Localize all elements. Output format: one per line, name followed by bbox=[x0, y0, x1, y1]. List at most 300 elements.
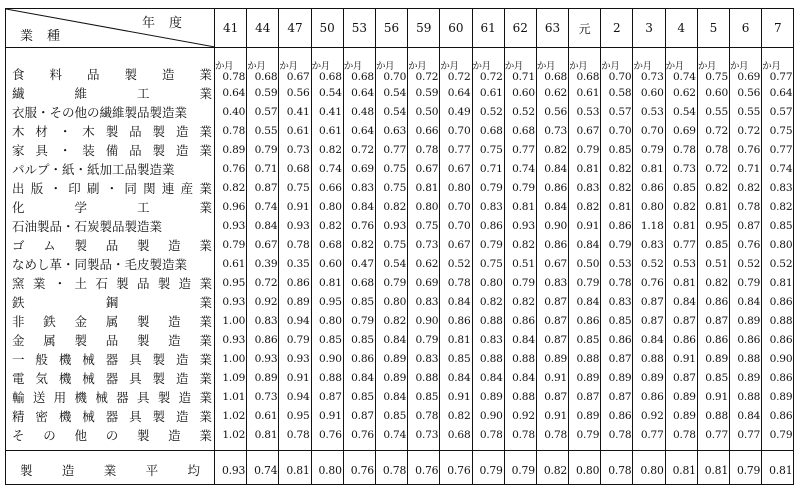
value-cell bbox=[665, 121, 697, 140]
value-text: 0.85 bbox=[673, 181, 696, 194]
value-text: 0.93 bbox=[222, 295, 246, 308]
value-cell bbox=[601, 425, 633, 451]
value-cell bbox=[311, 273, 343, 292]
value-cell bbox=[504, 83, 536, 102]
value-cell bbox=[697, 235, 729, 254]
value-cell bbox=[279, 311, 311, 330]
value-cell bbox=[536, 197, 568, 216]
value-text: 1.00 bbox=[222, 314, 246, 327]
value-text: 0.82 bbox=[318, 219, 342, 232]
value-text: 0.89 bbox=[479, 390, 503, 403]
value-cell bbox=[279, 178, 311, 197]
value-cell bbox=[504, 406, 536, 425]
value-text: 0.77 bbox=[673, 238, 696, 251]
value-cell bbox=[697, 406, 729, 425]
industry-name: なめし革・同製品・毛皮製造業 bbox=[12, 256, 188, 272]
value-cell bbox=[665, 102, 697, 121]
value-text: 0.61 bbox=[254, 409, 278, 422]
value-text: 0.86 bbox=[640, 181, 664, 194]
value-cell bbox=[311, 102, 343, 121]
value-text: 1.09 bbox=[222, 371, 246, 384]
value-text: 0.84 bbox=[383, 390, 407, 403]
value-text: 0.79 bbox=[512, 181, 535, 194]
value-cell bbox=[311, 178, 343, 197]
value-cell bbox=[408, 235, 440, 254]
unit-label: か月 bbox=[311, 61, 330, 72]
value-text: 0.83 bbox=[576, 181, 600, 194]
table-row bbox=[6, 311, 794, 330]
value-cell bbox=[375, 140, 407, 159]
value-cell bbox=[472, 216, 504, 235]
value-text: 0.96 bbox=[222, 200, 246, 213]
value-text: 0.86 bbox=[769, 371, 793, 384]
value-cell bbox=[665, 273, 697, 292]
unit-label: か月 bbox=[408, 61, 427, 72]
value-cell bbox=[215, 159, 247, 178]
average-value-cell: 0.82 bbox=[536, 456, 568, 485]
value-cell bbox=[665, 330, 697, 349]
industry-name-cell bbox=[6, 83, 215, 102]
value-cell bbox=[762, 178, 794, 197]
value-text: 0.51 bbox=[705, 257, 728, 270]
value-cell bbox=[601, 292, 633, 311]
value-text: 0.95 bbox=[222, 276, 246, 289]
value-cell bbox=[536, 140, 568, 159]
value-text: 0.85 bbox=[447, 352, 471, 365]
value-cell bbox=[215, 330, 247, 349]
value-cell bbox=[569, 140, 601, 159]
value-cell bbox=[665, 178, 697, 197]
value-text: 0.91 bbox=[447, 390, 471, 403]
value-cell bbox=[601, 235, 633, 254]
value-cell bbox=[762, 121, 794, 140]
value-cell bbox=[279, 387, 311, 406]
value-text: 0.81 bbox=[769, 276, 793, 289]
value-text: 0.90 bbox=[415, 314, 439, 327]
value-text: 0.76 bbox=[640, 276, 664, 289]
value-text: 0.78 bbox=[479, 428, 503, 441]
value-cell bbox=[311, 48, 343, 84]
value-text: 0.84 bbox=[351, 200, 374, 213]
table-row bbox=[6, 216, 794, 235]
value-text: 0.41 bbox=[286, 105, 310, 118]
value-cell bbox=[536, 159, 568, 178]
value-text: 0.68 bbox=[512, 124, 535, 137]
value-text: 0.89 bbox=[640, 371, 664, 384]
value-text: 0.57 bbox=[254, 105, 278, 118]
value-text: 0.76 bbox=[318, 428, 342, 441]
value-text: 0.87 bbox=[576, 390, 600, 403]
value-text: 0.53 bbox=[576, 105, 600, 118]
value-text: 0.83 bbox=[415, 295, 439, 308]
value-text: 0.85 bbox=[608, 314, 632, 327]
value-cell bbox=[343, 425, 375, 451]
value-cell bbox=[569, 292, 601, 311]
average-value-cell: 0.79 bbox=[472, 456, 504, 485]
year-header-cell: 41 bbox=[215, 9, 247, 48]
value-text: 0.72 bbox=[705, 162, 728, 175]
value-text: 0.67 bbox=[286, 71, 310, 83]
value-text: 0.87 bbox=[737, 219, 761, 232]
value-cell bbox=[472, 311, 504, 330]
value-text: 0.82 bbox=[383, 314, 407, 327]
value-cell bbox=[247, 254, 279, 273]
value-text: 0.87 bbox=[705, 314, 728, 327]
value-cell bbox=[633, 425, 665, 451]
value-cell bbox=[762, 83, 794, 102]
value-cell bbox=[536, 121, 568, 140]
value-text: 0.76 bbox=[351, 428, 374, 441]
table-corner-header bbox=[6, 9, 215, 48]
value-text: 0.91 bbox=[286, 200, 310, 213]
value-cell bbox=[665, 311, 697, 330]
value-cell bbox=[601, 140, 633, 159]
value-cell bbox=[215, 292, 247, 311]
value-cell bbox=[536, 235, 568, 254]
value-text: 0.86 bbox=[737, 333, 761, 346]
value-text: 0.73 bbox=[415, 428, 439, 441]
value-cell bbox=[665, 387, 697, 406]
value-cell bbox=[215, 102, 247, 121]
value-cell bbox=[601, 83, 633, 102]
value-cell bbox=[375, 425, 407, 451]
value-cell bbox=[762, 48, 794, 84]
value-cell bbox=[536, 406, 568, 425]
value-cell bbox=[343, 159, 375, 178]
value-text: 0.89 bbox=[222, 143, 246, 156]
value-cell bbox=[472, 273, 504, 292]
value-cell bbox=[730, 273, 762, 292]
unit-label: か月 bbox=[730, 61, 749, 72]
value-text: 0.75 bbox=[479, 143, 503, 156]
year-header-cell: 56 bbox=[375, 9, 407, 48]
unit-label: か月 bbox=[504, 61, 523, 72]
value-text: 0.81 bbox=[512, 200, 535, 213]
value-text: 0.74 bbox=[769, 162, 793, 175]
value-cell bbox=[440, 159, 472, 178]
value-text: 0.67 bbox=[415, 162, 439, 175]
value-cell bbox=[215, 349, 247, 368]
value-cell bbox=[279, 330, 311, 349]
value-text: 0.79 bbox=[351, 314, 374, 327]
value-text: 0.89 bbox=[737, 371, 761, 384]
year-header-cell: 60 bbox=[440, 9, 472, 48]
value-text: 0.78 bbox=[544, 428, 568, 441]
value-text: 0.53 bbox=[608, 257, 632, 270]
value-cell bbox=[279, 159, 311, 178]
value-cell bbox=[343, 235, 375, 254]
value-cell bbox=[762, 311, 794, 330]
value-text: 0.60 bbox=[512, 86, 535, 99]
value-text: 0.76 bbox=[737, 238, 761, 251]
value-cell bbox=[569, 387, 601, 406]
unit-label: か月 bbox=[375, 61, 394, 72]
value-text: 0.84 bbox=[447, 371, 471, 384]
value-cell bbox=[697, 121, 729, 140]
value-text: 0.85 bbox=[351, 333, 374, 346]
value-cell bbox=[762, 406, 794, 425]
value-text: 0.62 bbox=[415, 257, 439, 270]
value-cell bbox=[215, 216, 247, 235]
value-cell bbox=[665, 235, 697, 254]
value-text: 0.52 bbox=[640, 257, 664, 270]
unit-label: か月 bbox=[247, 61, 266, 72]
value-cell bbox=[697, 292, 729, 311]
value-text: 0.54 bbox=[383, 105, 407, 118]
value-text: 0.79 bbox=[415, 333, 439, 346]
value-cell bbox=[343, 311, 375, 330]
industry-name: 木 材 ・ 木 製 品 製 造 業 bbox=[12, 123, 212, 139]
value-cell bbox=[311, 159, 343, 178]
value-cell bbox=[247, 102, 279, 121]
value-cell bbox=[504, 178, 536, 197]
value-text: 0.91 bbox=[286, 371, 310, 384]
value-cell bbox=[408, 254, 440, 273]
industry-name: 鉄 鋼 業 bbox=[12, 294, 212, 310]
value-cell bbox=[247, 48, 279, 84]
value-text: 0.82 bbox=[222, 181, 246, 194]
value-cell bbox=[408, 349, 440, 368]
value-text: 0.79 bbox=[286, 333, 310, 346]
value-cell bbox=[279, 254, 311, 273]
average-value-cell: 0.81 bbox=[697, 456, 729, 485]
value-text: 0.41 bbox=[318, 105, 342, 118]
unit-label: か月 bbox=[343, 61, 362, 72]
table-row bbox=[6, 121, 794, 140]
value-cell bbox=[247, 235, 279, 254]
value-cell bbox=[601, 178, 633, 197]
average-value-cell: 0.80 bbox=[569, 456, 601, 485]
value-text: 0.84 bbox=[383, 333, 407, 346]
year-header-label: 年度 bbox=[141, 16, 196, 31]
value-cell bbox=[665, 368, 697, 387]
value-text: 0.84 bbox=[479, 371, 503, 384]
value-text: 0.80 bbox=[415, 200, 439, 213]
value-text: 0.84 bbox=[512, 333, 535, 346]
value-text: 0.79 bbox=[222, 238, 246, 251]
value-cell bbox=[504, 48, 536, 84]
table-body bbox=[6, 48, 794, 485]
value-text: 0.60 bbox=[640, 86, 664, 99]
value-cell bbox=[730, 216, 762, 235]
value-text: 0.69 bbox=[351, 162, 374, 175]
value-text: 0.78 bbox=[512, 428, 535, 441]
value-text: 0.87 bbox=[640, 295, 664, 308]
value-cell bbox=[343, 254, 375, 273]
value-text: 0.89 bbox=[608, 371, 632, 384]
value-cell bbox=[697, 140, 729, 159]
value-cell bbox=[279, 406, 311, 425]
value-text: 0.88 bbox=[737, 390, 761, 403]
value-text: 0.86 bbox=[286, 276, 310, 289]
value-text: 0.84 bbox=[640, 333, 664, 346]
value-cell bbox=[215, 406, 247, 425]
value-text: 0.89 bbox=[286, 295, 310, 308]
value-text: 0.85 bbox=[576, 333, 600, 346]
value-text: 0.85 bbox=[705, 371, 728, 384]
value-text: 0.86 bbox=[608, 409, 632, 422]
value-text: 0.79 bbox=[576, 276, 600, 289]
value-cell bbox=[408, 216, 440, 235]
value-text: 0.88 bbox=[640, 352, 664, 365]
year-header-cell: 7 bbox=[762, 9, 794, 48]
unit-label: か月 bbox=[665, 61, 684, 72]
value-text: 0.82 bbox=[576, 200, 600, 213]
value-text: 0.77 bbox=[383, 143, 407, 156]
value-cell bbox=[311, 349, 343, 368]
value-text: 0.83 bbox=[351, 181, 374, 194]
year-header-cell: 61 bbox=[472, 9, 504, 48]
year-header-cell: 5 bbox=[697, 9, 729, 48]
value-text: 0.50 bbox=[415, 105, 439, 118]
value-cell bbox=[440, 292, 472, 311]
value-cell bbox=[215, 368, 247, 387]
value-cell bbox=[633, 368, 665, 387]
value-text: 0.59 bbox=[254, 86, 278, 99]
value-cell bbox=[762, 197, 794, 216]
value-text: 0.68 bbox=[576, 71, 600, 83]
value-cell bbox=[279, 273, 311, 292]
average-value-cell: 0.76 bbox=[343, 456, 375, 485]
value-cell bbox=[247, 349, 279, 368]
average-value-cell: 0.79 bbox=[730, 456, 762, 485]
value-text: 0.72 bbox=[705, 124, 728, 137]
value-text: 0.78 bbox=[415, 143, 439, 156]
value-cell bbox=[472, 292, 504, 311]
value-cell bbox=[343, 406, 375, 425]
value-text: 0.89 bbox=[383, 352, 407, 365]
industry-name-cell bbox=[6, 254, 215, 273]
value-text: 0.79 bbox=[479, 238, 503, 251]
value-cell bbox=[343, 140, 375, 159]
value-cell bbox=[408, 197, 440, 216]
value-text: 0.87 bbox=[673, 371, 696, 384]
value-text: 0.68 bbox=[318, 71, 342, 83]
value-cell bbox=[665, 425, 697, 451]
value-text: 0.88 bbox=[512, 352, 535, 365]
value-cell bbox=[536, 387, 568, 406]
value-cell bbox=[375, 349, 407, 368]
value-cell bbox=[730, 425, 762, 451]
value-cell bbox=[665, 349, 697, 368]
table-row bbox=[6, 368, 794, 387]
value-cell bbox=[440, 178, 472, 197]
value-cell bbox=[247, 292, 279, 311]
value-text: 0.61 bbox=[286, 124, 310, 137]
value-cell bbox=[375, 254, 407, 273]
value-text: 0.72 bbox=[254, 276, 278, 289]
value-text: 0.85 bbox=[608, 143, 632, 156]
value-text: 0.86 bbox=[512, 314, 535, 327]
value-cell bbox=[504, 254, 536, 273]
value-cell bbox=[311, 121, 343, 140]
value-text: 0.52 bbox=[769, 257, 793, 270]
average-value-cell: 0.80 bbox=[311, 456, 343, 485]
value-text: 0.80 bbox=[479, 276, 503, 289]
value-text: 0.89 bbox=[673, 390, 696, 403]
bonus-months-table bbox=[5, 8, 794, 485]
value-cell bbox=[472, 159, 504, 178]
value-text: 0.72 bbox=[415, 71, 439, 83]
value-cell bbox=[504, 330, 536, 349]
value-cell bbox=[504, 121, 536, 140]
value-cell bbox=[375, 197, 407, 216]
value-cell bbox=[601, 387, 633, 406]
value-text: 0.83 bbox=[479, 333, 503, 346]
value-cell bbox=[215, 311, 247, 330]
value-cell bbox=[311, 235, 343, 254]
value-text: 0.69 bbox=[415, 276, 439, 289]
value-cell bbox=[440, 48, 472, 84]
value-cell bbox=[730, 197, 762, 216]
value-cell bbox=[762, 102, 794, 121]
value-cell bbox=[375, 48, 407, 84]
value-cell bbox=[343, 102, 375, 121]
value-text: 0.93 bbox=[254, 352, 278, 365]
industry-name-cell bbox=[6, 216, 215, 235]
value-text: 0.53 bbox=[673, 257, 696, 270]
value-text: 0.78 bbox=[447, 276, 471, 289]
value-text: 0.88 bbox=[769, 314, 793, 327]
value-text: 0.57 bbox=[769, 105, 793, 118]
value-text: 0.74 bbox=[383, 428, 407, 441]
value-text: 0.84 bbox=[576, 238, 600, 251]
value-text: 0.52 bbox=[479, 105, 503, 118]
value-cell bbox=[536, 273, 568, 292]
value-text: 0.75 bbox=[415, 219, 439, 232]
value-text: 0.49 bbox=[447, 105, 471, 118]
industry-name-cell bbox=[6, 159, 215, 178]
value-text: 0.87 bbox=[608, 352, 632, 365]
value-cell bbox=[279, 216, 311, 235]
value-text: 0.86 bbox=[608, 219, 632, 232]
value-cell bbox=[730, 387, 762, 406]
value-cell bbox=[665, 254, 697, 273]
industry-name: 一 般 機 械 器 具 製 造 業 bbox=[12, 351, 212, 367]
value-text: 0.70 bbox=[608, 71, 632, 83]
value-cell bbox=[472, 406, 504, 425]
industry-name: 家 具 ・ 装 備 品 製 造 業 bbox=[12, 142, 212, 158]
value-cell bbox=[504, 273, 536, 292]
unit-label: か月 bbox=[601, 61, 620, 72]
value-text: 0.90 bbox=[318, 352, 342, 365]
value-text: 0.87 bbox=[673, 314, 696, 327]
value-cell bbox=[730, 235, 762, 254]
average-value-cell: 0.78 bbox=[375, 456, 407, 485]
industry-name-cell bbox=[6, 121, 215, 140]
value-text: 0.56 bbox=[544, 105, 568, 118]
industry-name-cell bbox=[6, 235, 215, 254]
value-text: 0.85 bbox=[415, 390, 439, 403]
value-cell bbox=[472, 349, 504, 368]
value-cell bbox=[601, 102, 633, 121]
value-text: 0.76 bbox=[222, 162, 246, 175]
value-text: 0.69 bbox=[737, 71, 761, 83]
industry-name: パルプ・紙・紙加工品製造業 bbox=[12, 161, 175, 177]
value-text: 0.92 bbox=[254, 295, 278, 308]
value-text: 0.87 bbox=[544, 333, 568, 346]
value-cell bbox=[697, 387, 729, 406]
value-text: 0.88 bbox=[479, 314, 503, 327]
value-text: 0.75 bbox=[286, 181, 310, 194]
value-cell bbox=[762, 425, 794, 451]
industry-name: 石油製品・石炭製品製造業 bbox=[12, 218, 163, 234]
value-cell bbox=[665, 159, 697, 178]
value-text: 0.68 bbox=[544, 71, 568, 83]
value-cell bbox=[762, 216, 794, 235]
value-cell bbox=[247, 216, 279, 235]
year-header-cell: 44 bbox=[247, 9, 279, 48]
